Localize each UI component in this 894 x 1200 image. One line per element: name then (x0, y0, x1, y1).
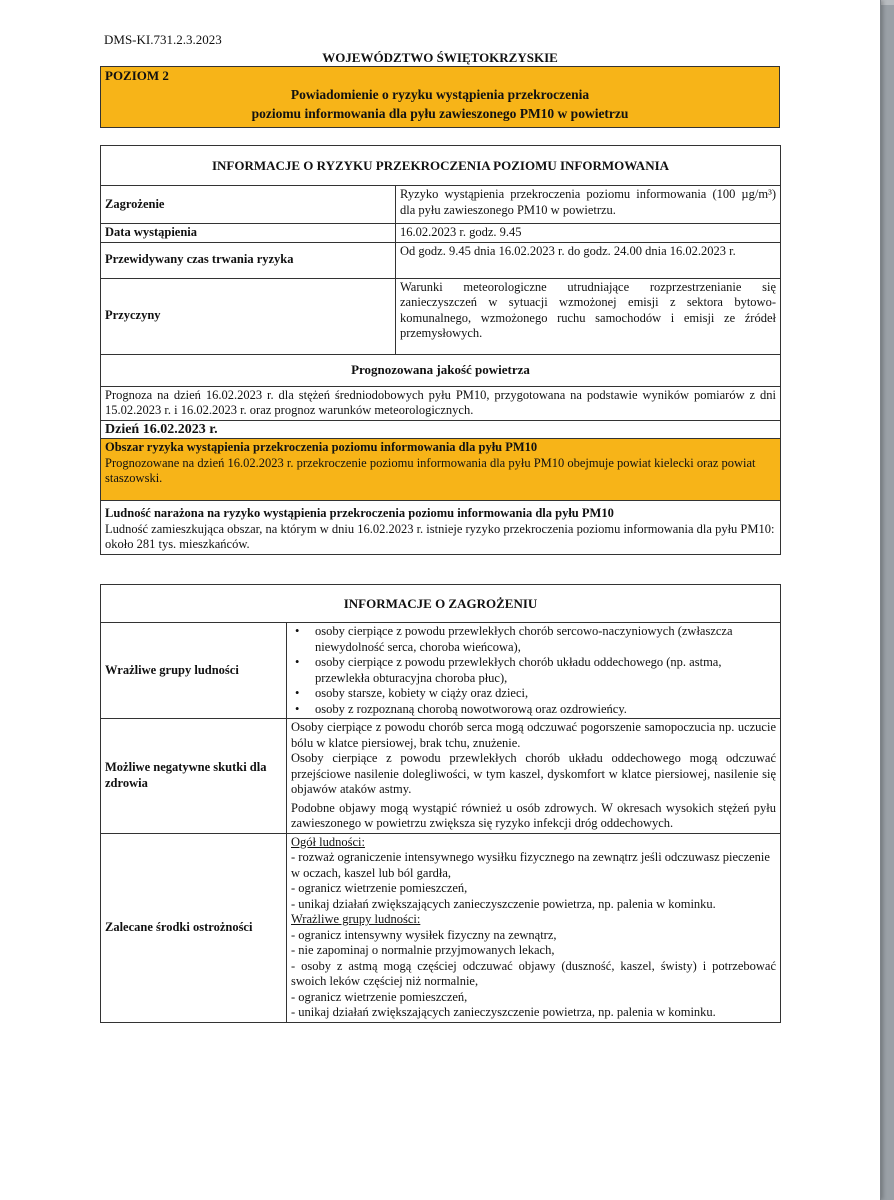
duration-label: Przewidywany czas trwania ryzyka (101, 242, 396, 278)
measure-item: - ogranicz intensywny wysiłek fizyczny na zewnątrz, (291, 927, 557, 942)
threat-value: Ryzyko wystąpienia przekroczenia poziomu informowania (100 µg/m³) dla pyłu zawieszonego PM10 w powietrzu. (396, 186, 781, 224)
effects-paragraph: Osoby cierpiące z powodu chorób serca mogą odczuwać pogorszenie samopoczucia np. uczucie bólu w klatce piersiowej, brak tchu, znużenie. (291, 720, 777, 750)
sensitive-groups-heading: Wrażliwe grupy ludności: (291, 912, 421, 926)
risk-table (100, 145, 781, 555)
forecast-header: Prognozowana jakość powietrza (101, 354, 781, 386)
effects-paragraph: Podobne objawy mogą wystąpić również u osób zdrowych. W okresach wysokich stężeń pyłu zawieszonego w powietrzu zwiększa się ryzyko infekcji dróg oddechowych. (291, 800, 777, 830)
effects-paragraph: Osoby cierpiące z powodu przewlekłych chorób układu oddechowego mogą odczuwać przejściowe nasilenie dolegliwości, w tym kaszel, dyskomfort w klatce piersiowej, nasilenie się objawów ataków astmy. (291, 751, 777, 796)
causes-value: Warunki meteorologiczne utrudniające rozprzestrzenianie się zanieczyszczeń w sytuacji wzmożonej emisji z sektora bytowo-komunalnego, wzmożonego ruchu samochodów i emisji ze źródeł przemysłowych. (396, 278, 781, 354)
sensitive-groups-list (291, 624, 776, 717)
day-label: Dzień 16.02.2023 r. (101, 420, 781, 439)
risk-area-text: Prognozowane na dzień 16.02.2023 r. przekroczenie poziomu informowania dla pyłu PM10 obejmuje powiat kielecki oraz powiat staszowski. (105, 455, 756, 485)
list-item: • osoby cierpiące z powodu przewlekłych chorób sercowo-naczyniowych (zwłaszcza niewydolność serca, choroba wieńcowa), (313, 624, 776, 655)
measure-item: - rozważ ograniczenie intensywnego wysiłku fizycznego na zewnątrz jeśli odczuwasz pieczenie w oczach, kaszel lub ból gardła, (291, 850, 770, 880)
date-value: 16.02.2023 r. godz. 9.45 (396, 224, 781, 243)
health-effects-cell (287, 719, 781, 834)
date-label: Data wystąpienia (101, 224, 396, 243)
document-id: DMS-KI.731.2.3.2023 (104, 32, 222, 47)
measure-item: - ogranicz wietrzenie pomieszczeń, (291, 989, 468, 1004)
threat-table (100, 584, 781, 1023)
level-title-line2: poziomu informowania dla pyłu zawieszonego PM10 w powietrzu (251, 106, 629, 121)
precautions-label: Zalecane środki ostrożności (101, 833, 287, 1022)
threat-label: Zagrożenie (101, 186, 396, 224)
level-title-line1: Powiadomienie o ryzyku wystąpienia przekroczenia (290, 87, 590, 102)
forecast-text: Prognoza na dzień 16.02.2023 r. dla stężeń średniodobowych pyłu PM10, przygotowana na podstawie wyników pomiarów z dni 15.02.2023 r. i 16.02.2023 r. oraz prognoz warunków meteorologicznych. (101, 386, 781, 420)
population-text: Ludność zamieszkująca obszar, na którym w dniu 16.02.2023 r. istnieje ryzyko przekroczenia poziomu informowania dla pyłu PM10: około 281 tys. mieszkańców. (105, 521, 775, 551)
measure-item: - osoby z astmą mogą częściej odczuwać objawy (duszność, kaszel, świsty) i potrzebować swoich leków częściej niż normalnie, (291, 958, 777, 988)
measure-item: - ogranicz wietrzenie pomieszczeń, (291, 881, 468, 895)
risk-header: INFORMACJE O RYZYKU PRZEKROCZENIA POZIOMU INFORMOWANIA (101, 146, 781, 186)
causes-label: Przyczyny (101, 278, 396, 354)
level-banner (100, 66, 780, 128)
population-cell (101, 501, 781, 555)
population-title: Ludność narażona na ryzyko wystąpienia przekroczenia poziomu informowania dla pyłu PM10 (105, 506, 614, 520)
general-population-heading: Ogół ludności: (291, 834, 365, 849)
sensitive-groups-cell (287, 623, 781, 719)
measure-item: - unikaj działań zwiększających zanieczyszczenie powietrza, np. palenia w kominku. (291, 896, 716, 911)
list-item: • osoby z rozpoznaną chorobą nowotworową oraz ozdrowieńcy. (313, 702, 776, 718)
measure-item: - nie zapominaj o normalnie przyjmowanych lekach, (291, 943, 555, 957)
precautions-cell (287, 833, 781, 1022)
health-effects-label: Możliwe negatywne skutki dla zdrowia (101, 719, 287, 834)
list-item: • osoby starsze, kobiety w ciąży oraz dzieci, (313, 686, 776, 702)
duration-value: Od godz. 9.45 dnia 16.02.2023 r. do godz. 24.00 dnia 16.02.2023 r. (396, 242, 781, 278)
measure-item: - unikaj działań zwiększających zanieczyszczenie powietrza, np. palenia w kominku. (291, 1005, 716, 1019)
sensitive-groups-label: Wrażliwe grupy ludności (101, 623, 287, 719)
threat-info-header: INFORMACJE O ZAGROŻENIU (101, 585, 781, 623)
risk-area-title: Obszar ryzyka wystąpienia przekroczenia poziomu informowania dla pyłu PM10 (105, 440, 538, 454)
level-label: POZIOM 2 (105, 68, 169, 83)
region-title: WOJEWÓDZTWO ŚWIĘTOKRZYSKIE (322, 50, 558, 65)
risk-area-cell (101, 439, 781, 501)
list-item: • osoby cierpiące z powodu przewlekłych chorób układu oddechowego (np. astma, przewlekła obturacyjna choroba płuc), (313, 655, 776, 686)
